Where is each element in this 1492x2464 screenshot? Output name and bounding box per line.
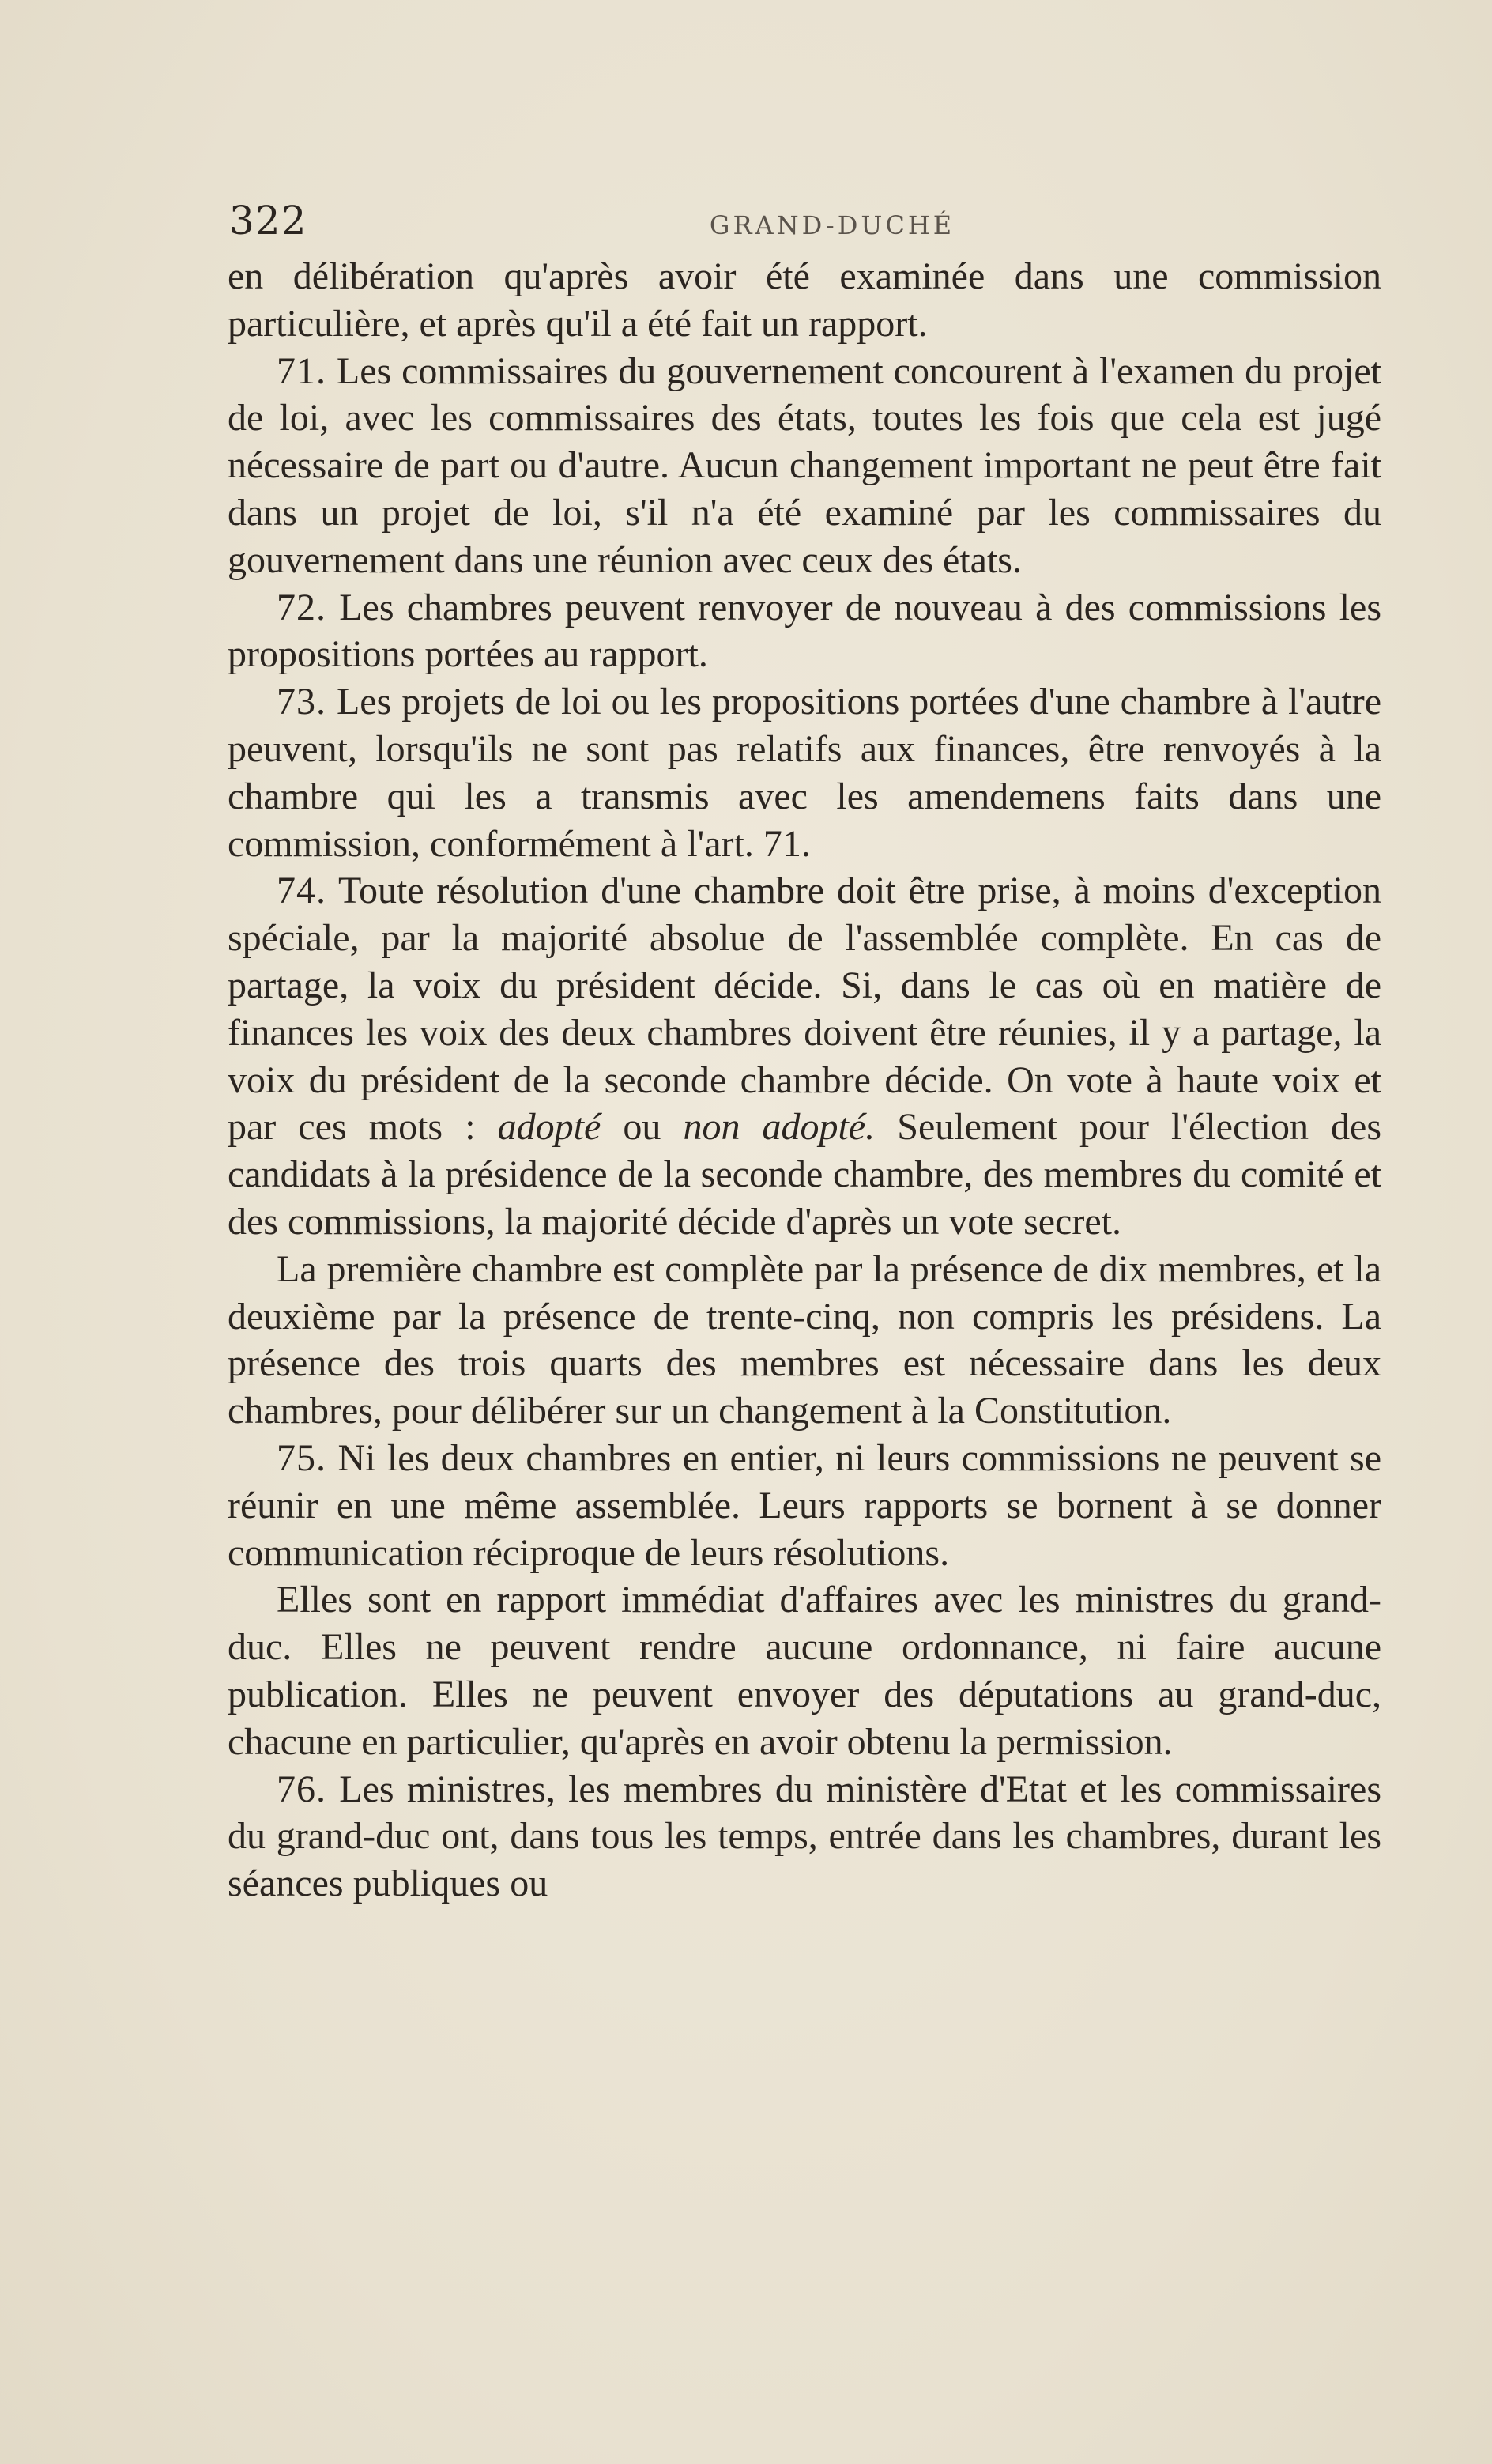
article-number: 75. bbox=[277, 1436, 326, 1479]
paragraph-text: Ni les deux chambres en entier, ni leurs commissions ne peuvent se réunir en une même assemblée. Leurs rapports se bornent à se donner communication réciproque de leurs résolutions. bbox=[228, 1436, 1381, 1574]
paragraph-text: Les projets de loi ou les propositions portées d'une chambre à l'autre peuvent, lorsqu'ils ne sont pas relatifs aux finances, être renvoyés à la chambre qui les a transmis avec les amendemens faits dans une commission, conformément à l'art. 71. bbox=[228, 681, 1382, 865]
paragraph-text: Elles sont en rapport immédiat d'affaires avec les ministres du grand-duc. Elles ne peuvent rendre aucune ordonnance, ni faire aucune publication. Elles ne peuvent envoyer des députations au grand-duc, chacune en particulier, qu'après en avoir obtenu la permission. bbox=[228, 1579, 1381, 1763]
paragraph-text: Seulement pour l'élection des candidats à la présidence de la seconde chambre, des membres du comité et des commissions, la majorité décide d'après un vote secret. bbox=[228, 1106, 1382, 1243]
article-number: 71. bbox=[277, 349, 326, 392]
paragraph-text: ou bbox=[623, 1106, 661, 1149]
article-number: 76. bbox=[277, 1768, 326, 1810]
article-74-continued bbox=[228, 1246, 1381, 1435]
italic-term: non adopté. bbox=[683, 1106, 876, 1149]
article-number: 73. bbox=[277, 681, 326, 723]
article-74 bbox=[228, 867, 1381, 1245]
paragraph-text: Les ministres, les membres du ministère d'Etat et les commissaires du grand-duc ont, dans tous les temps, entrée dans les chambres, durant les séances publiques ou bbox=[228, 1768, 1381, 1905]
page-number: 322 bbox=[229, 198, 307, 243]
article-75-continued bbox=[228, 1576, 1381, 1765]
article-71 bbox=[228, 348, 1381, 584]
article-72 bbox=[228, 584, 1381, 679]
running-head bbox=[228, 198, 1381, 253]
running-title: GRAND-DUCHÉ bbox=[709, 210, 955, 240]
article-75 bbox=[228, 1435, 1381, 1576]
article-76 bbox=[228, 1766, 1381, 1907]
paragraph-text: La première chambre est complète par la présence de dix membres, et la deuxième par la présence de trente-cinq, non compris les présidens. La présence des trois quarts des membres est nécessaire dans les deux chambres, pour délibérer sur un changement à la Constitution. bbox=[228, 1247, 1381, 1432]
article-number: 72. bbox=[277, 586, 326, 628]
paragraph-text: Toute résolution d'une chambre doit être prise, à moins d'exception spéciale, par la majorité absolue de l'assemblée complète. En cas de partage, la voix du président décide. Si, dans le cas où en matière de finances les voix des deux chambres doivent être réunies, il y a partage, la voix du président de la seconde chambre décide. On vote à haute voix et par ces mots : bbox=[228, 870, 1381, 1149]
paragraph-text: Les commissaires du gouvernement concourent à l'examen du projet de loi, avec les commissaires des états, toutes les fois que cela est jugé nécessaire de part ou d'autre. Aucun changement important ne peut être fait dans un projet de loi, s'il n'a été examiné par les commissaires du gouvernement dans une réunion avec ceux des états. bbox=[228, 349, 1382, 581]
paragraph-continuation bbox=[228, 253, 1381, 348]
paragraph-text: Les chambres peuvent renvoyer de nouveau à des commissions les propositions portées au rapport. bbox=[228, 586, 1382, 676]
italic-term: adopté bbox=[497, 1106, 601, 1149]
paragraph-text: en délibération qu'après avoir été examinée dans une commission particulière, et après qu'il a été fait un rapport. bbox=[228, 255, 1381, 345]
body-text bbox=[228, 253, 1381, 1907]
article-number: 74. bbox=[277, 870, 326, 912]
book-page bbox=[228, 198, 1381, 1907]
article-73 bbox=[228, 678, 1381, 867]
